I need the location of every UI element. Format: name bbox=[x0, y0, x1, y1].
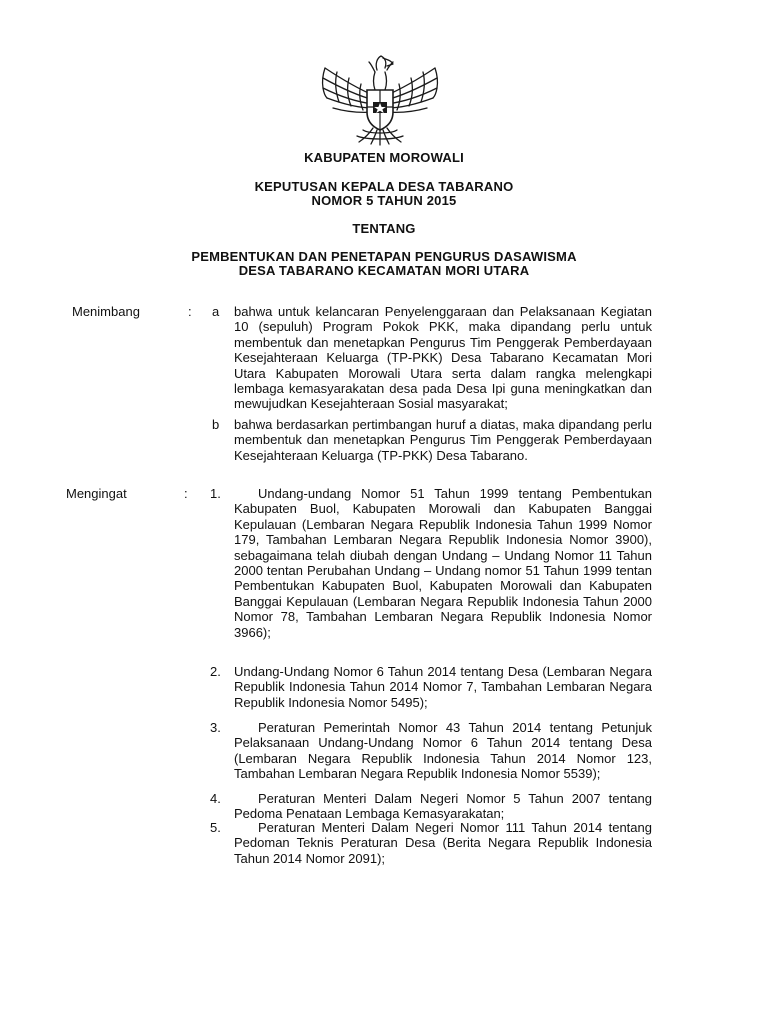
considering-item-text: bahwa berdasarkan pertimbangan huruf a diatas, maka dipandang perlu membentuk dan menetapkan Pengurus Tim Penggerak Pemberdayaan Kesejahteraan Keluarga (TP-PKK) Desa Tabarano. bbox=[234, 417, 652, 463]
considering-item-marker: b bbox=[212, 417, 220, 432]
subject-title-continued: DESA TABARANO KECAMATAN MORI UTARA bbox=[238, 263, 530, 278]
decree-number: NOMOR 5 TAHUN 2015 bbox=[311, 193, 457, 208]
recalling-label: Mengingat bbox=[66, 486, 127, 501]
decree-title: KEPUTUSAN KEPALA DESA TABARANO bbox=[254, 179, 514, 194]
about-heading: TENTANG bbox=[352, 221, 416, 236]
recalling-item-text: Peraturan Pemerintah Nomor 43 Tahun 2014 tentang Petunjuk Pelaksanaan Undang-Undang Nomor 6 Tahun 2014 tentang Desa (Lembaran Negara Republik Indonesia Tahun 2014 Nomor 123, Tambahan Lembaran Negara Republik Indonesia Nomor 5539); bbox=[234, 720, 652, 782]
garuda-pancasila-emblem-icon bbox=[317, 50, 443, 146]
considering-item-text: bahwa untuk kelancaran Penyelenggaraan dan Pelaksanaan Kegiatan 10 (sepuluh) Program Pokok PKK, maka dipandang perlu untuk membentuk dan menetapkan Pengurus Tim Penggerak Pemberdayaan Kesejahteraan Keluarga (TP-PKK) Desa Tabarano Kecamatan Mori Utara Kabupaten Morowali Utara serta dalam rangka melengkapi lembaga kemasyarakatan desa pada Desa Ipi guna meningkatkan dan mewujudkan Kesejahteraan Sosial masyarakat; bbox=[234, 304, 652, 412]
subject-title: PEMBENTUKAN DAN PENETAPAN PENGURUS DASAWISMA bbox=[191, 249, 577, 264]
considering-label: Menimbang bbox=[72, 304, 140, 319]
recalling-item-marker: 1. bbox=[210, 486, 221, 501]
regency-title: KABUPATEN MOROWALI bbox=[304, 150, 464, 165]
considering-item-marker: a bbox=[212, 304, 220, 319]
recalling-colon: : bbox=[184, 486, 188, 501]
recalling-item-text: Undang-undang Nomor 51 Tahun 1999 tentang Pembentukan Kabupaten Buol, Kabupaten Morowali dan Kabupaten Banggai Kepulauan (Lembaran Negara Republik Indonesia Tahun 1999 Nomor 179, Tambahan Lembaran Negara Republik Indonesia Nomor 3900), sebagaimana telah diubah dengan Undang – Undang Nomor 11 Tahun 2000 tentan Perubahan Undang – Undang nomor 51 Tahun 1999 tentan Pembentukan Kabupaten Buol, Kabupaten Morowali dan Kabupaten Banggai Kepulauan (Lembaran Negara Republik Indonesia Tahun 2000 Nomor 78, Tambahan Lembaran Negara Republik Indonesia Nomor 3966); bbox=[234, 486, 652, 640]
recalling-item-marker: 3. bbox=[210, 720, 221, 735]
recalling-item-marker: 4. bbox=[210, 791, 221, 806]
recalling-item-text: Peraturan Menteri Dalam Negeri Nomor 111 Tahun 2014 tentang Pedoman Teknis Peraturan Desa (Berita Negara Republik Indonesia Tahun 2014 Nomor 2091); bbox=[234, 820, 652, 866]
considering-colon: : bbox=[188, 304, 192, 319]
recalling-item-marker: 5. bbox=[210, 820, 221, 835]
recalling-item-marker: 2. bbox=[210, 664, 221, 679]
recalling-item-text: Peraturan Menteri Dalam Negeri Nomor 5 Tahun 2007 tentang Pedoma Penataan Lembaga Kemasyarakatan; bbox=[234, 791, 652, 822]
recalling-item-text: Undang-Undang Nomor 6 Tahun 2014 tentang Desa (Lembaran Negara Republik Indonesia Tahun 2014 Nomor 7, Tambahan Lembaran Negara Republik Indonesia Nomor 5495); bbox=[234, 664, 652, 710]
